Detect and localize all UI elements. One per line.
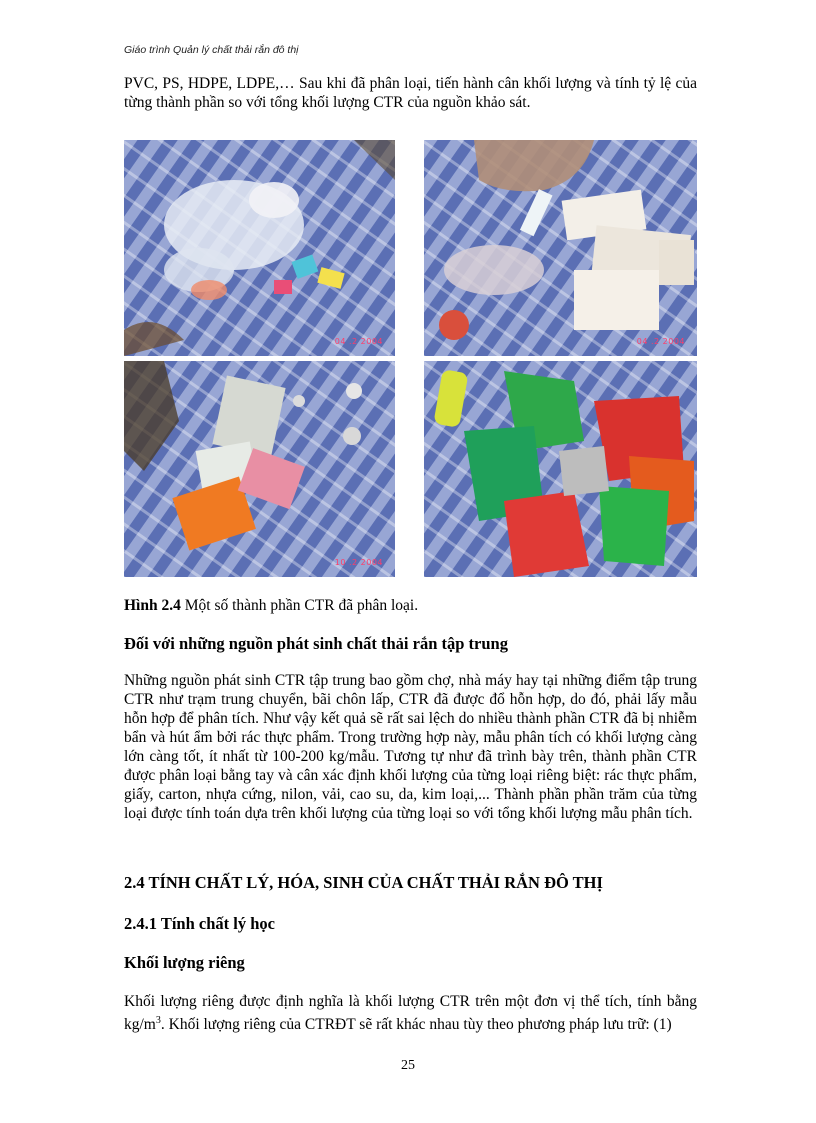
- photo-plastic-bags: [424, 361, 697, 577]
- photo-foam-boxes: [424, 140, 697, 356]
- figure-photo-grid: [124, 140, 697, 577]
- density-text-part2: . Khối lượng riêng của CTRĐT sẽ rất khác nhau tùy theo phương pháp lưu trữ: (1): [160, 1016, 672, 1034]
- concentrated-sources-paragraph: Những nguồn phát sinh CTR tập trung bao gồm chợ, nhà máy hay tại những điểm tập trung CTR như trạm trung chuyển, bãi chôn lấp, CTR đã được đổ hỗn hợp, do đó, phải lấy mẫu hỗn hợp để phân tích. Như vậy kết quả sẽ rất sai lệch do nhiều thành phần CTR đã bị nhiễm bẩn và hút ẩm bởi rác thực phẩm. Trong trường hợp này, mẫu phân tích có khối lượng càng lớn càng tốt, ít nhất từ 100-200 kg/mẫu. Tương tự như đã trình bày trên, thành phần CTR được phân loại bằng tay và cân xác định khối lượng của từng loại riêng biệt: rác thực phẩm, giấy, carton, nhựa cứng, nilon, vải, cao su, da, kim loại,... Thành phần phần trăm của từng loại được tính toán dựa trên khối lượng của từng loại so với tổng khối lượng mẫu phân tích.: [124, 672, 697, 822]
- density-text-part1: Khối lượng riêng được định nghĩa là khối lượng CTR trên một đơn vị thể tích, tính bằng kg/m: [124, 993, 697, 1034]
- photo-date-stamp: 10 .2 2004: [334, 558, 383, 567]
- figure-label: Hình 2.4: [124, 597, 181, 614]
- section-heading-2-4: 2.4 TÍNH CHẤT LÝ, HÓA, SINH CỦA CHẤT THẢI RẮN ĐÔ THỊ: [124, 873, 603, 892]
- photo-foam-boxes-image: [424, 140, 697, 356]
- photo-plastic-cups-image: [124, 140, 395, 356]
- figure-caption-text: Một số thành phần CTR đã phân loại.: [180, 597, 419, 614]
- density-paragraph: [124, 992, 697, 1034]
- photo-paper-cartons: [124, 361, 395, 577]
- heading-concentrated-sources: Đối với những nguồn phát sinh chất thải rắn tập trung: [124, 634, 508, 653]
- page-number: 25: [401, 1058, 415, 1073]
- running-header: Giáo trình Quản lý chất thải rắn đô thị: [124, 44, 299, 56]
- figure-caption: [124, 597, 418, 615]
- photo-plastic-bags-image: [424, 361, 697, 577]
- section-heading-2-4-1: 2.4.1 Tính chất lý học: [124, 914, 275, 933]
- intro-paragraph: PVC, PS, HDPE, LDPE,… Sau khi đã phân loại, tiến hành cân khối lượng và tính tỷ lệ của từng thành phần so với tổng khối lượng CTR của nguồn khảo sát.: [124, 75, 697, 111]
- density-unit-superscript: 3: [155, 1015, 161, 1026]
- subheading-density: Khối lượng riêng: [124, 953, 245, 972]
- photo-date-stamp: 04 .2 2004: [636, 337, 685, 346]
- photo-date-stamp: 04 .2 2004: [334, 337, 383, 346]
- photo-paper-cartons-image: [124, 361, 395, 577]
- photo-plastic-cups: [124, 140, 395, 356]
